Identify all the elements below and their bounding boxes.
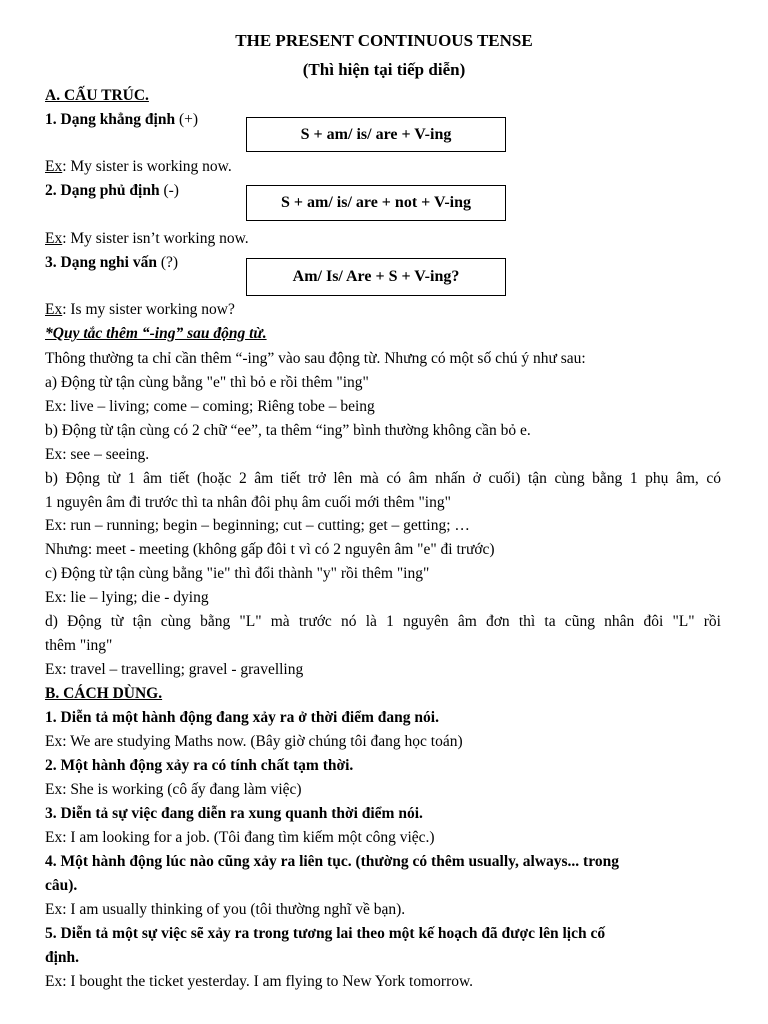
rule-line: a) Động từ tận cùng bằng "e" thì bỏ e rồi thêm "ing" [45, 374, 369, 391]
usage-example: Ex: She is working (cô ấy đang làm việc) [45, 781, 302, 798]
form-1-label: 1. Dạng khẳng định (+) [45, 111, 199, 128]
form-2-label: 2. Dạng phủ định (-) [45, 182, 179, 199]
form-2-example: Ex: My sister isn’t working now. [45, 230, 249, 247]
usage-example: Ex: I am usually thinking of you (tôi thường nghĩ về bạn). [45, 901, 406, 918]
rule-line: b) Động từ tận cùng có 2 chữ “ee”, ta thêm “ing” bình thường không cần bỏ e. [45, 422, 531, 439]
page-subtitle: (Thì hiện tại tiếp diễn) [302, 60, 466, 79]
usage-heading: 4. Một hành động lúc nào cũng xảy ra liên tục. (thường có thêm usually, always... trong [45, 853, 619, 870]
form-1-formula-box: S + am/ is/ are + V-ing [246, 117, 506, 152]
section-a-heading: A. CẤU TRÚC. [45, 87, 149, 104]
rule-line: Nhưng: meet - meeting (không gấp đôi t vì có 2 nguyên âm "e" đi trước) [45, 541, 495, 558]
rule-line: d) Động từ tận cùng bằng "L" mà trước nó là 1 nguyên âm đơn thì ta cũng nhân đôi "L" rồi [45, 613, 721, 630]
form-3-label: 3. Dạng nghi vấn (?) [45, 254, 179, 271]
usage-heading: 2. Một hành động xảy ra có tính chất tạm thời. [45, 757, 354, 774]
ing-rule-heading: *Quy tắc thêm “-ing” sau động từ. [45, 325, 267, 342]
rule-line: 1 nguyên âm đi trước thì ta nhân đôi phụ âm cuối mới thêm "ing" [45, 494, 451, 511]
form-3-example: Ex: Is my sister working now? [45, 301, 235, 318]
rule-line: b) Động từ 1 âm tiết (hoặc 2 âm tiết trở lên mà có âm nhấn ở cuối) tận cùng bằng 1 phụ âm, có [45, 470, 721, 487]
rule-line: Ex: live – living; come – coming; Riêng tobe – being [45, 398, 375, 415]
rule-line: Ex: see – seeing. [45, 446, 150, 463]
usage-example: Ex: We are studying Maths now. (Bây giờ chúng tôi đang học toán) [45, 733, 463, 750]
rule-line: Ex: run – running; begin – beginning; cut – cutting; get – getting; … [45, 517, 470, 534]
form-3-formula-box: Am/ Is/ Are + S + V-ing? [246, 258, 506, 296]
rule-line: Ex: lie – lying; die - dying [45, 589, 209, 606]
rule-line: Thông thường ta chỉ cần thêm “-ing” vào sau động từ. Nhưng có một số chú ý như sau: [45, 350, 586, 367]
usage-heading-cont: câu). [45, 877, 78, 894]
form-2-formula-box: S + am/ is/ are + not + V-ing [246, 185, 506, 221]
form-1-example: Ex: My sister is working now. [45, 158, 232, 175]
usage-example: Ex: I bought the ticket yesterday. I am flying to New York tomorrow. [45, 973, 474, 990]
usage-example: Ex: I am looking for a job. (Tôi đang tìm kiếm một công việc.) [45, 829, 435, 846]
section-b-heading: B. CÁCH DÙNG. [45, 685, 163, 702]
rule-line: Ex: travel – travelling; gravel - gravelling [45, 661, 304, 678]
rule-line: c) Động từ tận cùng bằng "ie" thì đổi thành "y" rồi thêm "ing" [45, 565, 430, 582]
usage-heading: 1. Diễn tả một hành động đang xảy ra ở thời điểm đang nói. [45, 709, 439, 726]
usage-heading: 5. Diễn tả một sự việc sẽ xảy ra trong tương lai theo một kế hoạch đã được lên lịch cố [45, 925, 606, 942]
usage-heading-cont: định. [45, 949, 80, 966]
usage-heading: 3. Diễn tả sự việc đang diễn ra xung quanh thời điểm nói. [45, 805, 423, 822]
rule-line: thêm "ing" [45, 637, 113, 654]
page-title: THE PRESENT CONTINUOUS TENSE [235, 31, 533, 50]
